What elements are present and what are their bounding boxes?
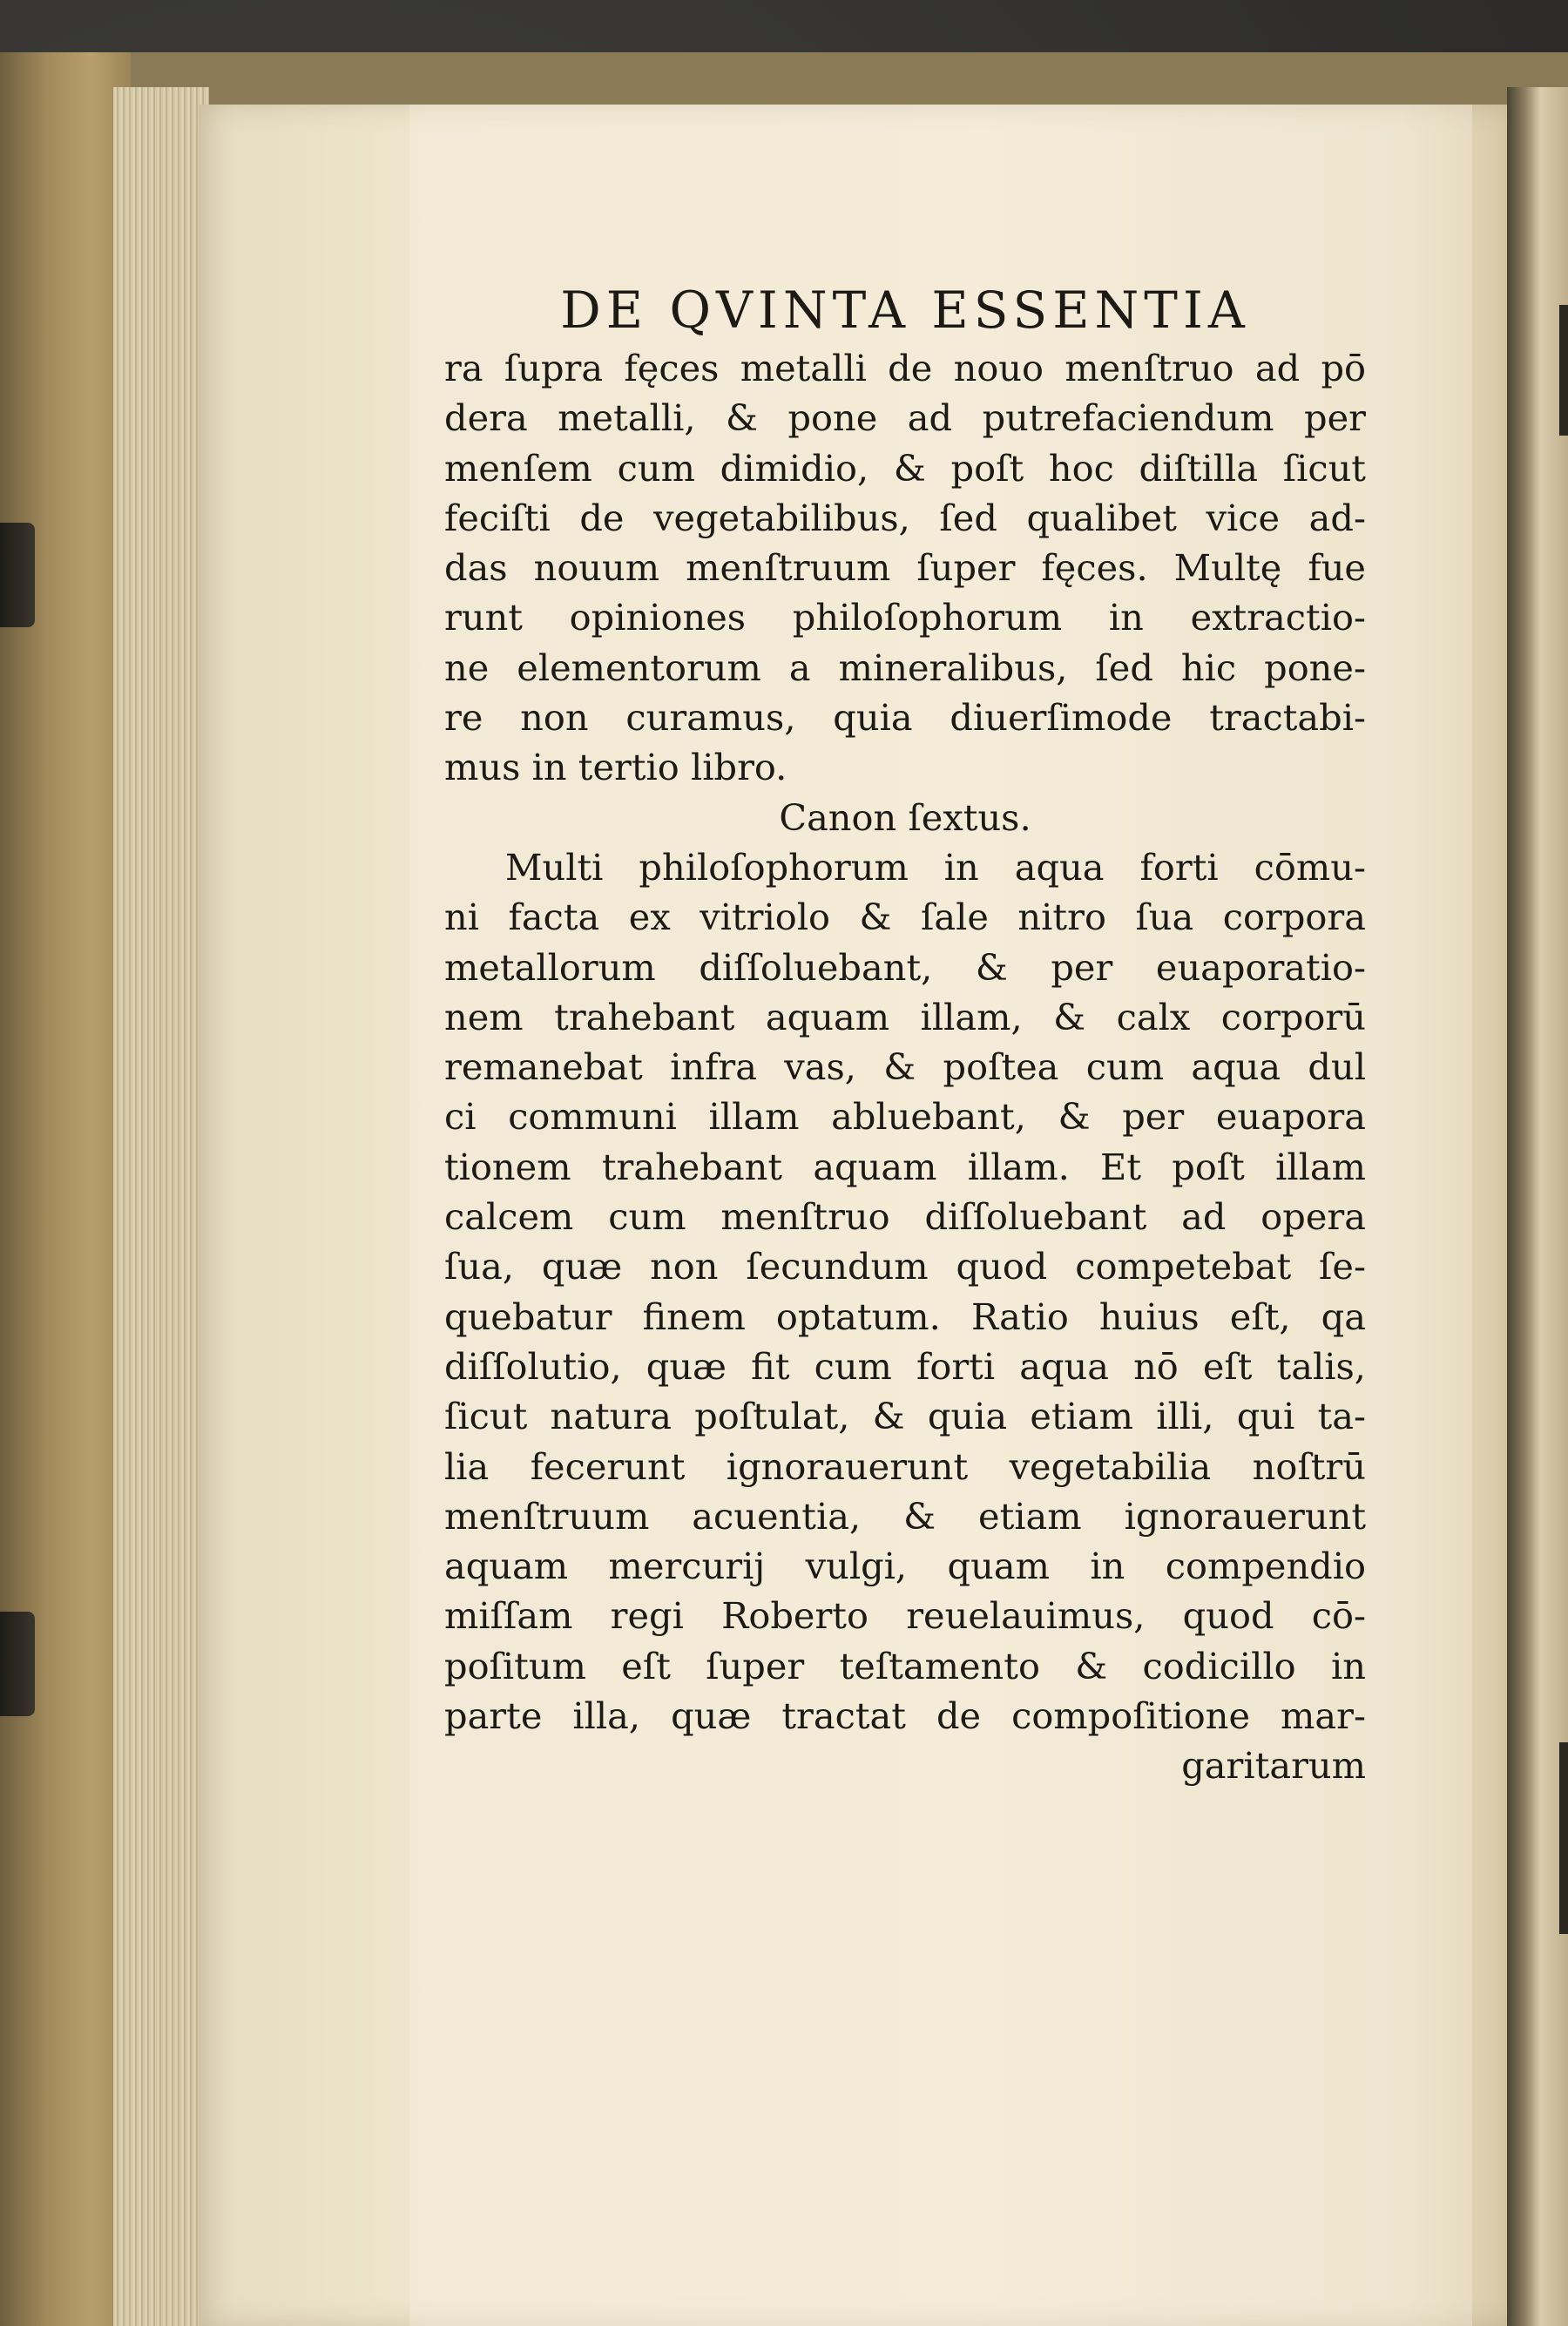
text-line: aquam mercurij vulgi, quam in compendio [444,1545,1366,1588]
text-line: metallorum diſſoluebant, & per euaporatio- [444,945,1366,989]
text-line: ſua, quæ non ſecundum quod competebat ſe- [444,1245,1366,1288]
section-heading: Canon ſextus. [779,795,1031,839]
text-line: Multi philoſophorum in aqua forti cōmu- [505,845,1366,889]
text-line: ne elementorum a mineralibus, ſed hic pone- [444,646,1366,689]
facing-page-text-fragment [1559,305,1568,436]
facing-page-text-fragment [1559,1742,1568,1934]
text-line: mus in tertio libro. [444,746,787,789]
binding-clasp [0,523,35,627]
catchword: garitarum [1181,1744,1366,1788]
text-line: ni facta ex vitriolo & ſale nitro ſua corpora [444,896,1366,939]
text-line: poſitum eſt ſuper teſtamento & codicillo in [444,1644,1366,1687]
text-line: miſſam regi Roberto reuelauimus, quod cō- [444,1594,1366,1638]
text-line: menſem cum dimidio, & poſt hoc diſtilla ſicut [444,446,1366,490]
text-line: feciſti de vegetabilibus, ſed qualibet vice ad- [444,496,1366,539]
text-line: nem trahebant aquam illam, & calx corporū [444,995,1366,1038]
text-line: remanebat infra vas, & poſtea cum aqua dul [444,1045,1366,1089]
book-cover-edge [0,52,131,2326]
running-head: DE QVINTA ESSENTIA [560,281,1250,340]
text-line: ci communi illam abluebant, & per euapora [444,1095,1366,1139]
text-line: quebatur finem optatum. Ratio huius eſt, qa [444,1295,1366,1338]
text-line: ſicut natura poſtulat, & quia etiam illi, qui ta- [444,1395,1366,1438]
text-line: runt opiniones philoſophorum in extractio- [444,596,1366,639]
text-line: parte illa, quæ tractat de compoſitione mar- [444,1694,1366,1738]
text-line: tionem trahebant aquam illam. Et poſt illam [444,1145,1366,1188]
text-line: diſſolutio, quæ fit cum forti aqua nō eſt talis, [444,1344,1366,1388]
printed-text-block [444,277,1366,1791]
binding-clasp [0,1612,35,1716]
text-line: re non curamus, quia diuerſimode tractabi- [444,696,1366,740]
text-line: calcem cum menſtruo diſſoluebant ad opera [444,1195,1366,1239]
page-edges [113,87,209,2326]
text-line: lia fecerunt ignorauerunt vegetabilia noſtrū [444,1444,1366,1488]
text-line: ra ſupra fęces metalli de nouo menſtruo ad pō [444,347,1366,389]
text-line: das nouum menſtruum ſuper fęces. Multę fue [444,546,1366,590]
text-line: dera metalli, & pone ad putrefaciendum per [444,396,1366,440]
text-line: menſtruum acuentia, & etiam ignorauerunt [444,1494,1366,1538]
